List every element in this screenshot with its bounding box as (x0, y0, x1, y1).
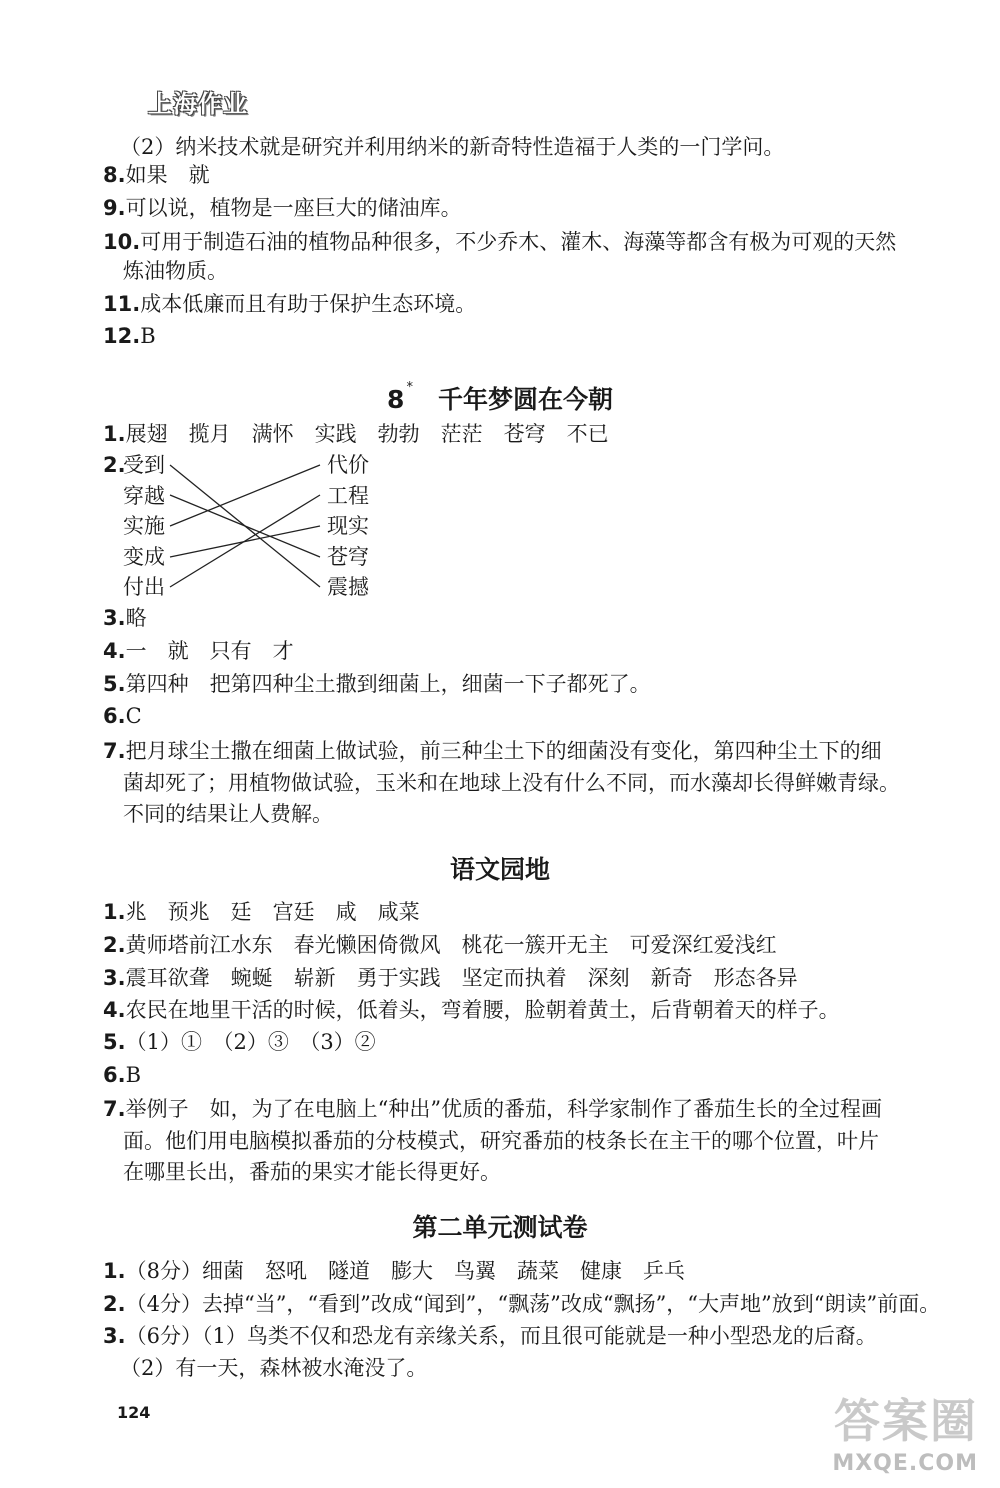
answer-line (103, 898, 420, 926)
question-number: 6. (103, 1063, 126, 1087)
answer-line (103, 1028, 376, 1056)
answer-line (103, 604, 147, 632)
question-number: 7. (103, 739, 126, 763)
match-line (170, 495, 320, 557)
question-number: 9. (103, 196, 126, 220)
answer-line (103, 670, 651, 698)
question-number: 4. (103, 998, 126, 1022)
match-line (170, 495, 320, 587)
answer-line (103, 964, 798, 992)
match-left-word: 穿越 (123, 484, 165, 508)
question-number: 1. (103, 422, 126, 446)
question-number: 6. (103, 704, 126, 728)
answer-text: 把月球尘土撒在细菌上做试验，前三种尘土下的细菌没有变化，第四种尘土下的细 (125, 739, 882, 763)
question-number: 5. (103, 1030, 126, 1054)
answer-text: 可以说，植物是一座巨大的储油库。 (125, 196, 462, 220)
question-number: 1. (103, 900, 126, 924)
answer-text: 展翅 揽月 满怀 实践 勃勃 茫茫 苍穹 不已 (125, 422, 609, 446)
question-number: 2. (103, 453, 126, 477)
match-right-word: 代价 (327, 453, 369, 477)
answer-line (103, 1095, 882, 1123)
answer-line (103, 1257, 685, 1285)
question-number: 12. (103, 324, 141, 348)
match-right-word: 苍穹 (327, 545, 369, 569)
answer-text: 兆 预兆 廷 宫廷 咸 咸菜 (125, 900, 420, 924)
question-number: 3. (103, 966, 126, 990)
answer-continuation: 在哪里长出，番茄的果实才能长得更好。 (123, 1160, 501, 1184)
answer-text: （2）纳米技术就是研究并利用纳米的新奇特性造福于人类的一门学问。 (120, 135, 785, 159)
answer-text: （8分）细菌 怒吼 隧道 膨大 鸟翼 蔬菜 健康 乒乓 (125, 1259, 685, 1283)
watermark-logo: 答案圈 (834, 1394, 978, 1448)
answer-text: 第四种 把第四种尘土撒到细菌上，细菌一下子都死了。 (125, 672, 651, 696)
match-right-word: 现实 (327, 514, 369, 538)
optional-star: * (406, 380, 413, 395)
section-heading-yuwen: 语文园地 (449, 855, 550, 884)
question-number: 1. (103, 1259, 126, 1283)
answer-text: 略 (125, 606, 147, 630)
answer-line (103, 702, 142, 730)
page-number: 124 (117, 1403, 151, 1422)
answer-line (103, 1061, 141, 1089)
question-number: 2. (103, 933, 126, 957)
answer-continuation: 菌却死了；用植物做试验，玉米和在地球上没有什么不同，而水藻却长得鲜嫩青绿。 (123, 771, 900, 795)
answer-line (103, 996, 840, 1024)
match-right-word: 工程 (327, 484, 369, 508)
match-line (170, 465, 320, 526)
section-heading-unit2: 第二单元测试卷 (412, 1213, 588, 1242)
question-number: 3. (103, 606, 126, 630)
match-left-word: 付出 (123, 575, 165, 599)
question-number: 8. (103, 163, 126, 187)
lesson-number: 8 (387, 385, 405, 414)
answer-text: B (125, 1063, 142, 1087)
match-left-word: 实施 (123, 514, 165, 538)
watermark-url: MXQE.COM (832, 1451, 978, 1476)
question-number: 11. (103, 292, 141, 316)
answer-text: 黄师塔前江水东 春光懒困倚微风 桃花一簇开无主 可爱深红爱浅红 (125, 933, 777, 957)
answer-text: （1）① （2）③ （3）② (125, 1030, 376, 1054)
question-number: 4. (103, 639, 126, 663)
question-number: 3. (103, 1324, 126, 1348)
answer-text: 可用于制造石油的植物品种很多，不少乔木、灌木、海藻等都含有极为可观的天然 (140, 230, 897, 254)
answer-text: （6分）（1）鸟类不仅和恐龙有亲缘关系，而且很可能就是一种小型恐龙的后裔。 (125, 1324, 877, 1348)
match-left-word: 受到 (123, 453, 165, 477)
answer-continuation: （2）有一天，森林被水淹没了。 (120, 1356, 428, 1380)
match-left-word: 变成 (123, 545, 165, 569)
question-number: 5. (103, 672, 126, 696)
answer-text: B (140, 324, 156, 348)
question-number: 7. (103, 1097, 126, 1121)
answer-continuation: 不同的结果让人费解。 (123, 802, 333, 826)
answer-continuation: 面。他们用电脑模拟番茄的分枝模式，研究番茄的枝条长在主干的哪个位置，叶片 (123, 1129, 879, 1153)
answer-line (103, 637, 294, 665)
answer-text: C (125, 704, 142, 728)
answer-text: （4分）去掉“当”，“看到”改成“闻到”，“飘荡”改成“飘扬”，“大声地”放到“朗读”前面。 (125, 1292, 941, 1316)
match-right-word: 震撼 (327, 575, 369, 599)
question-number: 10. (103, 230, 141, 254)
answer-line (103, 931, 777, 959)
answer-text: 农民在地里干活的时候，低着头，弯着腰，脸朝着黄土，后背朝着天的样子。 (125, 998, 840, 1022)
header-logo: 上海作业 (148, 90, 248, 118)
answer-text: 震耳欲聋 蜿蜒 崭新 勇于实践 坚定而执着 深刻 新奇 形态各异 (125, 966, 798, 990)
lesson-title: 千年梦圆在今朝 (437, 385, 613, 414)
question-number: 2. (103, 1292, 126, 1316)
answer-continuation: 炼油物质。 (123, 259, 228, 283)
answer-line (103, 1290, 940, 1318)
answer-text: 一 就 只有 才 (125, 639, 294, 663)
answer-text: 成本低廉而且有助于保护生态环境。 (140, 292, 477, 316)
answer-line (103, 1322, 877, 1350)
answer-text: 举例子 如，为了在电脑上“种出”优质的番茄，科学家制作了番茄生长的全过程画 (125, 1097, 883, 1121)
answer-text: 如果 就 (125, 163, 210, 187)
answer-line (103, 737, 882, 765)
watermark (832, 1385, 978, 1476)
